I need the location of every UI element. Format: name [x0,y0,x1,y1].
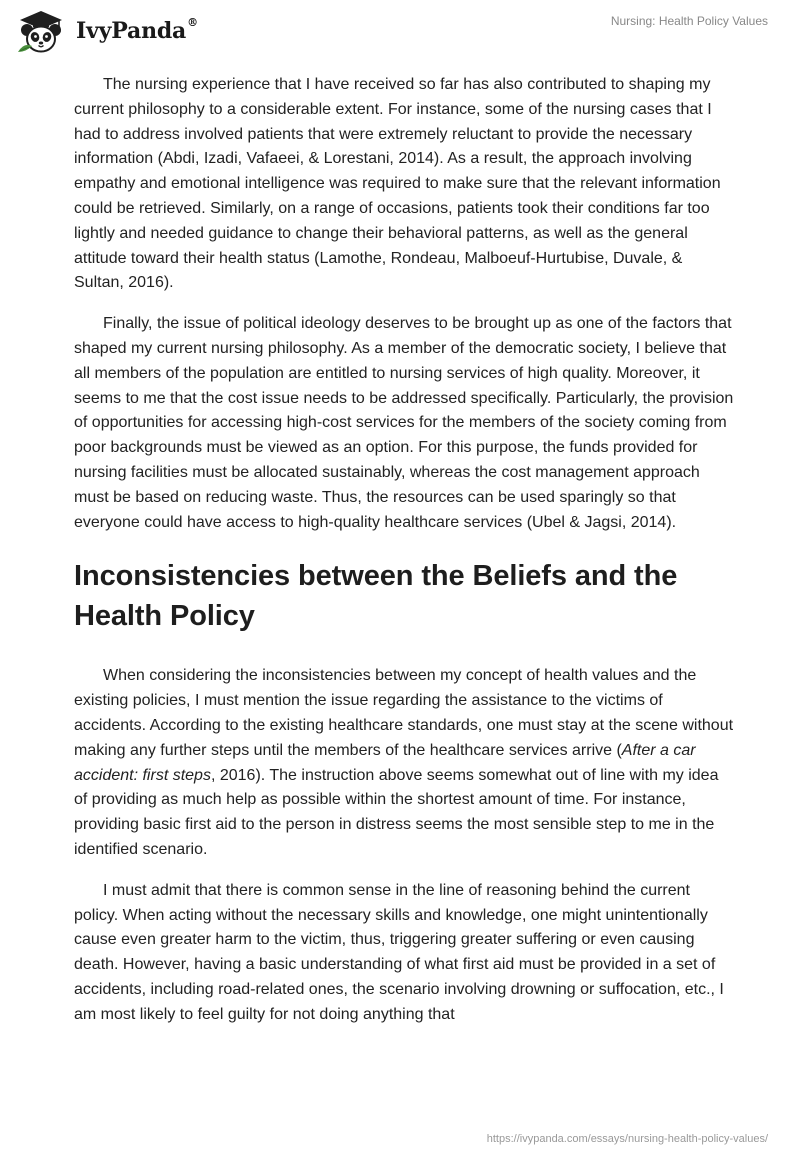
panda-graduation-cap-icon [14,8,70,54]
paragraph-common-sense: I must admit that there is common sense in the line of reasoning behind the current policy. When acting without the necessary skills and knowledge, one might unintentionally cause even greater harm to the victim, thus, triggering greater suffering or even causing death. However, having a basic understanding of what first aid must be provided in a set of accidents, including road-related ones, the scenario involving drowning or suffocation, etc., I am most likely to feel guilty for not doing anything that [74,881,724,1023]
source-url-link[interactable]: https://ivypanda.com/essays/nursing-health-policy-values/ [486,1133,768,1145]
paragraph-text: When considering the inconsistencies between my concept of health values and the existing policies, I must mention the issue regarding the assistance to the victims of accidents. According to the existing healthcare standards, one must stay at the scene without making any further steps until the members of the healthcare services arrive ( [74,667,734,759]
ivypanda-logo[interactable] [14,8,198,54]
paragraph-political-ideology: Finally, the issue of political ideology deserves to be brought up as one of the factors that shaped my current nursing philosophy. As a member of the democratic society, I believe that all members of the population are entitled to nursing services of high quality. Moreover, it seems to me that the cost issue needs to be addressed specifically. Particularly, the provision of opportunities for accessing high-cost services for the members of the society coming from poor backgrounds must be viewed as an option. For this purpose, the funds provided for nursing facilities must be allocated sustainably, whereas the cost management approach must be based on reducing waste. Thus, the resources can be used sparingly so that everyone could have access to high-quality healthcare services (Ubel & Jagsi, 2014). [74,315,734,531]
section-heading: Inconsistencies between the Beliefs and the Health Policy [74,560,678,633]
registered-mark: ® [187,16,198,29]
paragraph-text: , 2016). The instruction above seems somewhat out of line with my idea of providing as much help as possible within the shortest amount of time. For instance, providing basic first aid to the person in distress seems the most sensible step to me in the identified scenario. [74,766,719,858]
paragraph-nursing-experience: The nursing experience that I have received so far has also contributed to shaping my current philosophy to a considerable extent. For instance, some of the nursing cases that I had to address involved patients that were extremely reluctant to provide the necessary information (Abdi, Izadi, Vafaeei, & Lorestani, 2014). As a result, the approach involving empathy and emotional intelligence was required to make sure that the relevant information could be retrieved. Similarly, on a range of occasions, patients took their conditions far too lightly and needed guidance to change their behavioral patterns, as well as the general attitude toward their health status (Lamothe, Rondeau, Malboeuf-Hurtubise, Duvale, & Sultan, 2016). [74,76,721,292]
document-title: Nursing: Health Policy Values [610,14,768,28]
citation-title: After a car accident: first steps [74,741,696,784]
brand-name: IvyPanda® [76,16,198,44]
essay-content [74,73,734,1044]
page-header [0,0,800,70]
paragraph-inconsistencies [74,664,734,862]
